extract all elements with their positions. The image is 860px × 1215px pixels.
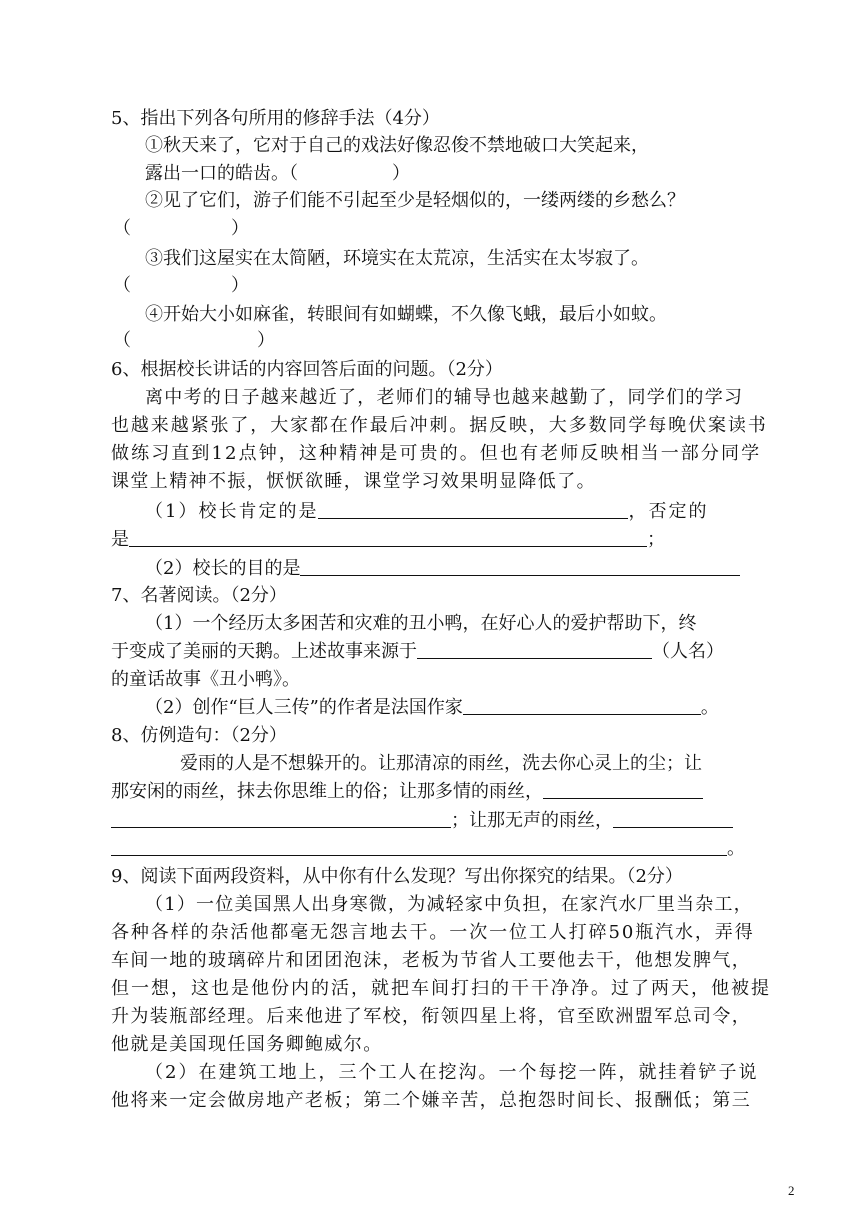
q8-example-line-1: 爱雨的人是不想躲开的。让那清凉的雨丝，洗去你心灵上的尘；让 <box>180 753 702 774</box>
q6-title: 6、根据校长讲话的内容回答后面的问题。（2分） <box>111 359 503 380</box>
q6-passage-line-4: 课堂上精神不振，恹恹欲睡，课堂学习效果明显降低了。 <box>111 471 596 492</box>
q8-title: 8、仿例造句：（2分） <box>111 725 287 746</box>
q5-sentence-2: ②见了它们，游子们能不引起至少是轻烟似的，一缕两缕的乡愁么？ <box>145 190 685 211</box>
q7-line-3: 的童话故事《丑小鸭》。 <box>111 669 300 690</box>
q6-passage-line-1: 离中考的日子越来越近了，老师们的辅导也越来越勤了，同学们的学习 <box>145 387 744 408</box>
q9-material-1-line-6: 他就是美国现任国务卿鲍威尔。 <box>111 1034 383 1055</box>
q7-writer-blank[interactable] <box>463 695 701 715</box>
q9-material-2-line-1: （2）在建筑工地上，三个工人在挖沟。一个每挖一阵，就挂着铲子说 <box>145 1062 759 1083</box>
q8-blank-1[interactable] <box>543 779 703 799</box>
q8-blank-2-cont[interactable] <box>111 836 727 856</box>
q6-passage-line-2: 也越来越紧张了，大家都在作最后冲刺。据反映，大多数同学每晚伏案读书 <box>111 415 768 436</box>
q9-material-2-line-2: 他将来一定会做房地产老板；第二个嫌辛苦，总抱怨时间长、报酬低；第三 <box>111 1090 752 1111</box>
q7-title: 7、名著阅读。（2分） <box>111 585 287 606</box>
q7-line-2: 于变成了美丽的天鹅。上述故事来源于 （人名） <box>111 641 724 662</box>
q5-sentence-4: ④开始大小如麻雀，转眼间有如蝴蝶，不久像飞蛾，最后小如蚊。 <box>145 304 667 325</box>
q5-title: 5、指出下列各句所用的修辞手法（4分） <box>111 108 440 129</box>
q5-sentence-1: ①秋天来了，它对于自己的戏法好像忍俊不禁地破口大笑起来， <box>145 135 649 156</box>
q5-answer-4[interactable]: （ ） <box>113 330 275 351</box>
page-number: 2 <box>788 1183 795 1198</box>
q8-line-3: ；让那无声的雨丝， <box>0 808 860 834</box>
q6-answer-2-blank[interactable] <box>300 556 740 576</box>
q6-answer-1-blank[interactable] <box>318 499 628 519</box>
q7-line-4: （2）创作“巨人三传”的作者是法国作家 。 <box>145 697 719 718</box>
q8-line-4: 。 <box>0 836 860 862</box>
q8-blank-1-cont[interactable] <box>111 808 451 828</box>
q5-answer-2[interactable]: （ ） <box>113 218 249 239</box>
q8-example-line-2: 那安闲的雨丝，抹去你思维上的俗；让那多情的雨丝， <box>0 779 860 805</box>
q5-sentence-1-cont: 露出一口的皓齿。（ ） <box>145 163 410 184</box>
q9-title: 9、阅读下面两段资料，从中你有什么发现？写出你探究的结果。（2分） <box>111 866 683 887</box>
q6-answer-1: （1）校长肯定的是 ，否定的 <box>145 501 709 522</box>
q9-material-1-line-2: 各种各样的杂活他都毫无怨言地去干。一次一位工人打碎50瓶汽水，弄得 <box>111 922 755 943</box>
q6-answer-1-cont: 是 ； <box>111 529 665 550</box>
q5-sentence-3: ③我们这屋实在太简陋，环境实在太荒凉，生活实在太岑寂了。 <box>145 248 649 269</box>
q7-line-1: （1）一个经历太多困苦和灾难的丑小鸭，在好心人的爱护帮助下，终 <box>145 613 697 634</box>
q9-material-1-line-1: （1）一位美国黑人出身寒微，为减轻家中负担，在家汽水厂里当杂工， <box>145 894 753 915</box>
q9-material-1-line-4: 但一想，这也是他份内的活，就把车间打扫的干干净净。过了两天，他被提 <box>111 978 771 999</box>
q6-answer-2: （2）校长的目的是 <box>0 556 860 582</box>
q7-author-blank[interactable] <box>417 639 652 659</box>
q6-answer-1b-blank[interactable] <box>129 527 647 547</box>
q9-material-1-line-3: 车间一地的玻璃碎片和团团泡沫，老板为节省人工要他去干，他想发脾气， <box>111 950 752 971</box>
q9-material-1-line-5: 升为装瓶部经理。后来他进了军校，衔领四星上将，官至欧洲盟军总司令， <box>111 1006 752 1027</box>
q5-answer-3[interactable]: （ ） <box>113 275 249 296</box>
q6-passage-line-3: 做练习直到12点钟，这种精神是可贵的。但也有老师反映相当一部分同学 <box>111 443 762 464</box>
q8-blank-2[interactable] <box>613 808 733 828</box>
